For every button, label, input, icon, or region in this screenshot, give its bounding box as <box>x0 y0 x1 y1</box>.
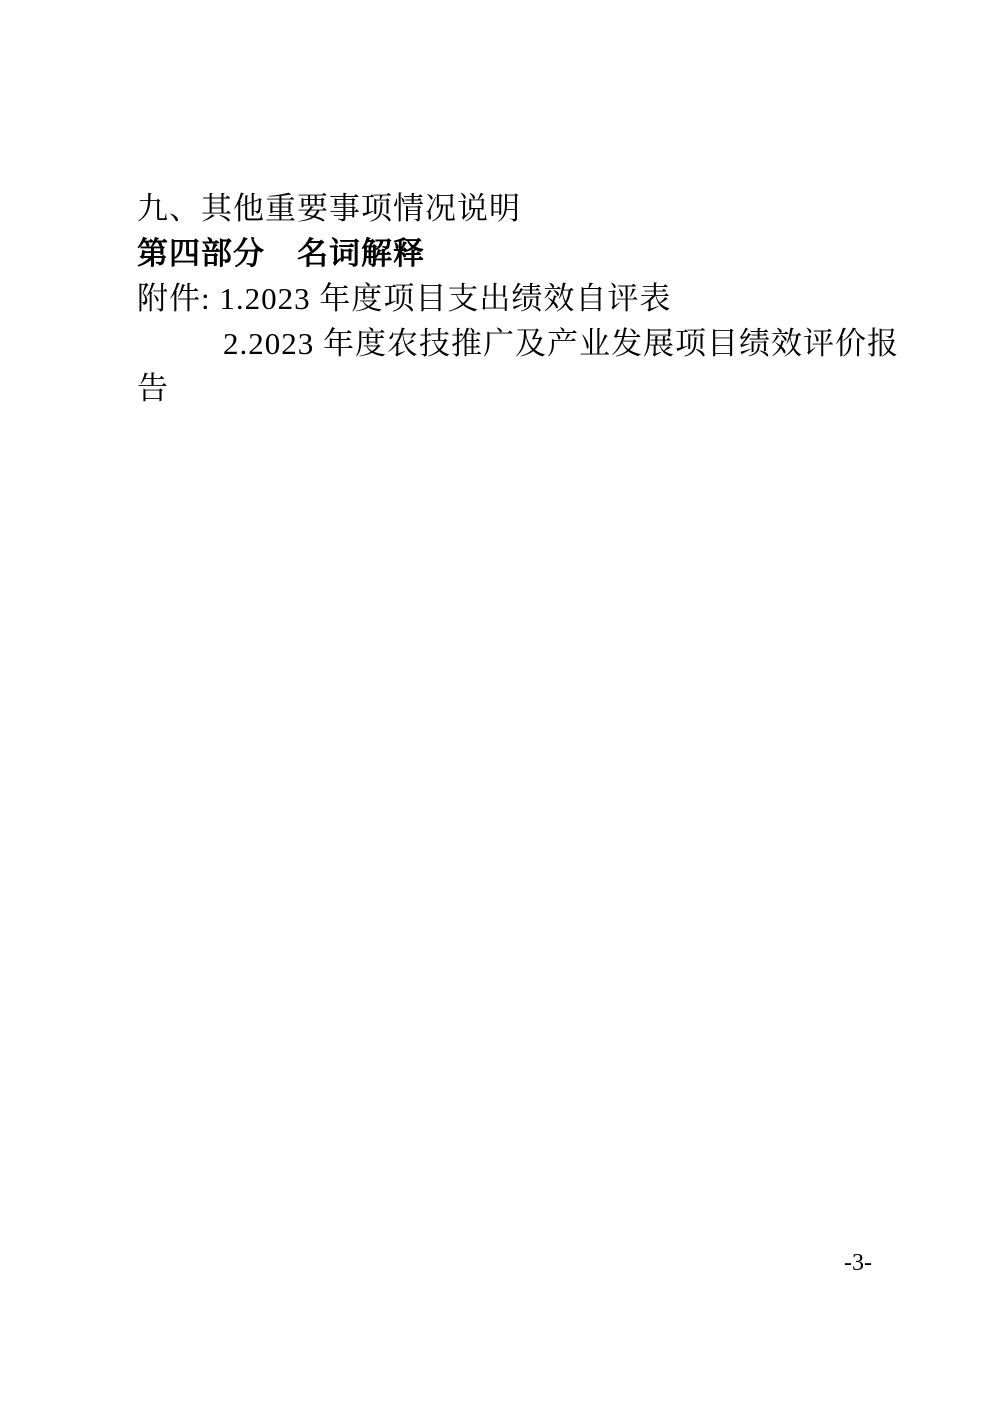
attachment-line-2: 2.2023 年度农技推广及产业发展项目绩效评价报 <box>223 326 899 361</box>
document-body <box>137 186 899 411</box>
attachment-line-1: 附件: 1.2023 年度项目支出绩效自评表 <box>137 281 672 316</box>
part-heading-glossary: 第四部分 名词解释 <box>137 236 425 271</box>
attachment-line-2-continuation: 告 <box>137 371 169 406</box>
section-heading-other-matters: 九、其他重要事项情况说明 <box>137 191 521 226</box>
page-number: -3- <box>844 1250 872 1276</box>
